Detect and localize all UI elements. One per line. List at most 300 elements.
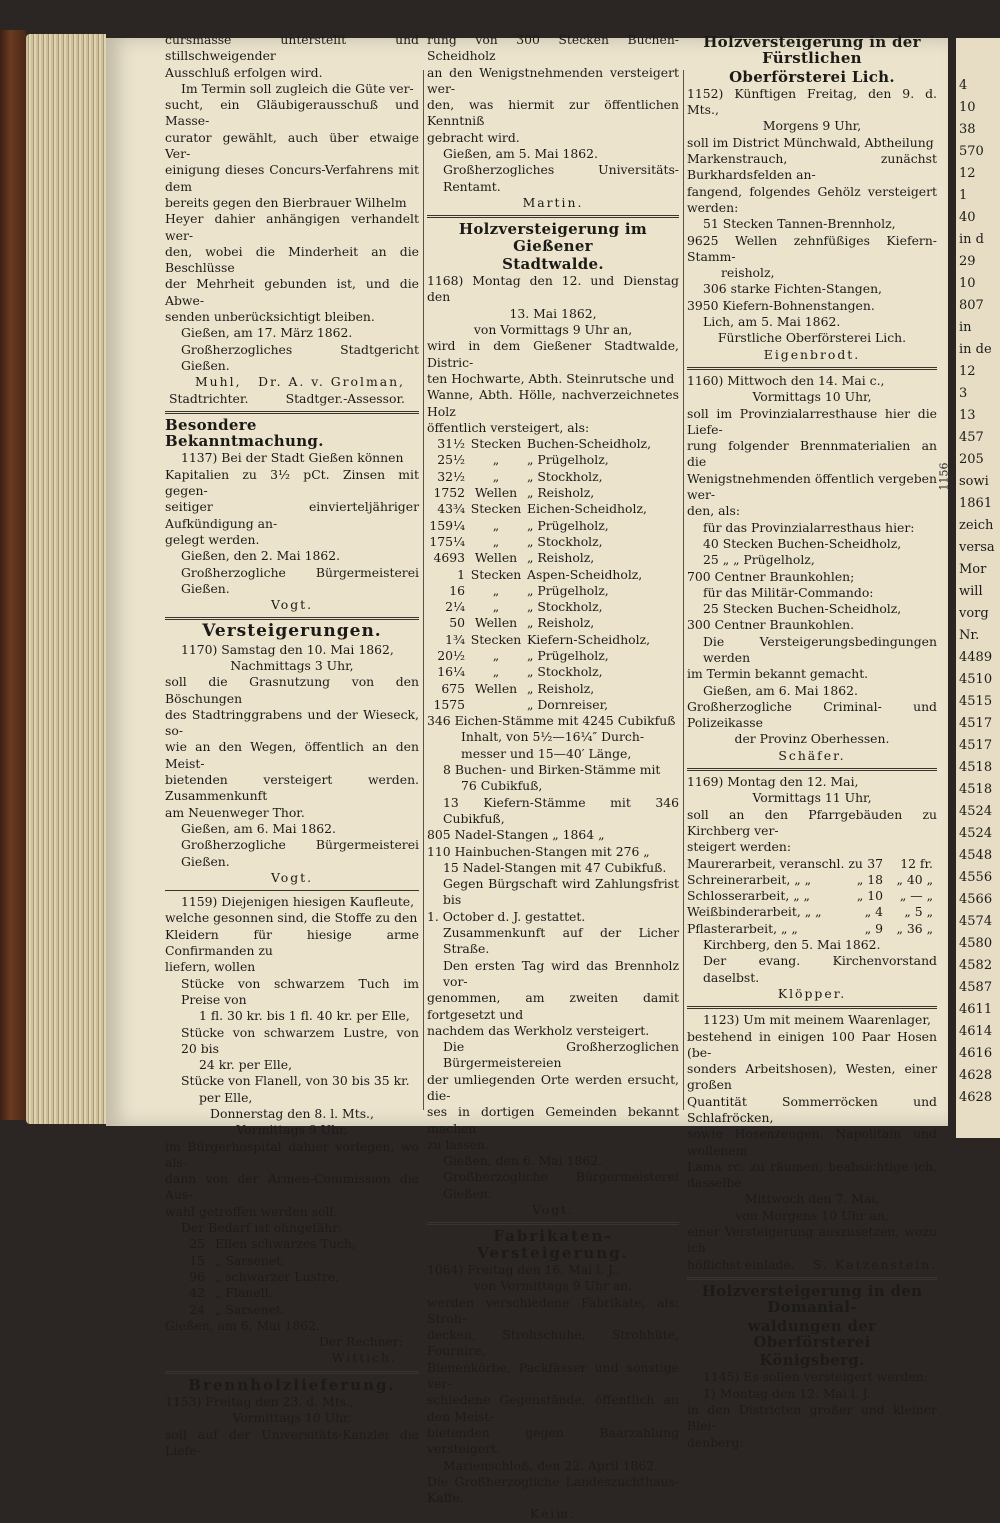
unit: Wellen: [474, 550, 518, 566]
fragment-text: in: [959, 320, 972, 335]
item-text: „ schwarzer Lustre,: [215, 1268, 340, 1284]
notice-text: 1160) Mittwoch den 14. Mai c.,: [687, 372, 885, 388]
quantity: 43¾: [437, 501, 465, 517]
notice-text: per Elle,: [199, 1089, 253, 1105]
unit: Wellen: [474, 680, 518, 696]
wood-type: „ Reisholz,: [527, 485, 595, 501]
wood-type: „ Prügelholz,: [527, 452, 609, 468]
notice-text: Stücke von Flanell, von 30 bis 35 kr.: [181, 1073, 410, 1089]
fragment-text: 10: [959, 276, 976, 291]
signature-name: Eigenbrodt.: [763, 346, 861, 362]
text-line: Ausschluß erfolgen wird.: [165, 64, 323, 80]
requirement-row: [165, 1253, 419, 1269]
quantity: 96: [189, 1268, 205, 1284]
notice-text: 25 „ „ Prügelholz,: [703, 552, 815, 568]
dateline: Gießen, am 6. Mai 1862.: [181, 820, 336, 836]
notice-text: 1064) Freitag den 16. Mai l. J.,: [427, 1261, 620, 1277]
signature-authority: Großherzogliche Bürgermeisterei Gießen.: [181, 564, 419, 596]
quantity: 159¼: [429, 517, 465, 533]
section-rule: [427, 1222, 679, 1225]
fragment-text: 4517: [959, 716, 993, 731]
notice-text: 76 Cubikfuß,: [461, 778, 543, 794]
wood-row: [427, 436, 679, 452]
notice-text: 805 Nadel-Stangen „ 1864 „: [427, 827, 605, 843]
notice-text: Nachmittags 3 Uhr,: [230, 657, 354, 673]
wood-type: „ Stockholz,: [527, 599, 603, 615]
signature-authority: der Provinz Oberhessen.: [734, 731, 890, 747]
fragment-text: 570: [959, 144, 984, 159]
notice-text: Inhalt, von 5½—16¼″ Durch-: [461, 729, 645, 745]
notice-text: ten Hochwarte, Abth. Steinrutsche und: [427, 370, 675, 386]
notice-text: 1153) Freitag den 23. d. Mts.,: [165, 1394, 354, 1410]
wood-type: „ Stockholz,: [527, 468, 603, 484]
amount-fl: „ 18: [856, 871, 883, 887]
page-number: 1156: [937, 462, 951, 491]
quantity: 2¼: [445, 599, 465, 615]
notice-text: fangend, folgendes Gehölz versteigert werden:: [687, 183, 937, 215]
notice-text: von Vormittags 9 Uhr an,: [473, 1278, 633, 1294]
wood-type: „ Prügelholz,: [527, 647, 609, 663]
notice-text: von Morgens 10 Uhr an,: [735, 1207, 889, 1223]
amount-kr: 12 fr.: [900, 855, 933, 871]
work-row: [687, 921, 937, 937]
wood-row: [427, 534, 679, 550]
wood-row: [427, 518, 679, 534]
unit: „: [492, 664, 500, 680]
section-rule: [165, 411, 419, 414]
notice-text: werden verschiedene Fabrikate, als: Stroh-: [427, 1294, 679, 1326]
notice-text: 1123) Um mit meinem Waarenlager,: [703, 1012, 931, 1028]
work-type: Pflasterarbeit, „ „: [687, 920, 798, 936]
wood-row: [427, 648, 679, 664]
notice-text: den, als:: [687, 503, 741, 519]
quantity: 16: [449, 582, 465, 598]
wood-list: [427, 436, 679, 713]
fragment-text: 4628: [959, 1090, 993, 1105]
signature-authority: Fürstliche Oberförsterei Lich.: [717, 330, 907, 346]
notice-text: dann von der Armen-Commission die Aus-: [165, 1171, 419, 1203]
quantity: 50: [449, 615, 465, 631]
wood-row: [427, 452, 679, 468]
notice-text: ses in dortigen Gemeinden bekannt machen: [427, 1104, 679, 1136]
wood-type: Buchen-Scheidholz,: [527, 436, 652, 452]
notice-text: von Vormittags 9 Uhr an,: [473, 322, 633, 338]
dateline: Gießen, den 2. Mai 1862.: [181, 548, 341, 564]
notice-text: der umliegenden Orte werden ersucht, die-: [427, 1071, 679, 1103]
item-text: Ellen schwarzes Tuch,: [215, 1236, 356, 1252]
section-rule: [427, 215, 679, 218]
signature-authority: Der evang. Kirchenvorstand daselbst.: [703, 953, 937, 985]
quantity: 20½: [437, 647, 465, 663]
notice-text: sowie Hosenzeugen, Napolitain und wollenem: [687, 1126, 937, 1158]
notice-text: wie an den Wegen, öffentlich an den Meist-: [165, 739, 419, 771]
signature-name: Schäfer.: [778, 747, 846, 763]
wood-row: [427, 469, 679, 485]
section-heading: Holzversteigerung in der Fürstlichen: [703, 33, 921, 68]
notice-text: welche gesonnen sind, die Stoffe zu den: [165, 910, 418, 926]
notice-text: im Bürgerhospital dahier vorlegen, wo als-: [165, 1138, 419, 1170]
fragment-text: 4587: [959, 980, 993, 995]
wood-type: „ Stockholz,: [527, 533, 603, 549]
column-rule: [423, 70, 424, 1110]
notice-text: wird in dem Gießener Stadtwalde, Distric-: [427, 338, 679, 370]
book-spine: [0, 30, 26, 1120]
wood-row: [427, 632, 679, 648]
notice-text: schiedene Gegenstände, öffentlich an den Meist-: [427, 1392, 679, 1424]
notice-text: 13 Kiefern-Stämme mit 346 Cubikfuß,: [443, 794, 679, 826]
notice-text: Den ersten Tag wird das Brennholz vor-: [443, 957, 679, 989]
notice-text: öffentlich versteigert, als:: [427, 419, 590, 435]
notice-text: genommen, am zweiten damit fortgesetzt und: [427, 990, 679, 1022]
notice-text: 24 kr. per Elle,: [199, 1057, 293, 1073]
wood-row: [427, 583, 679, 599]
unit: „: [492, 452, 500, 468]
quantity: 25: [189, 1236, 205, 1252]
fragment-text: sowi: [959, 474, 989, 489]
notice-text: reisholz,: [721, 265, 775, 281]
wood-row: [427, 501, 679, 517]
signature-name: Martin.: [522, 194, 584, 210]
notice-text: 1145) Es sollen versteigert werden:: [703, 1369, 928, 1385]
notice-text: Gegen Bürgschaft wird Zahlungsfrist bis: [443, 876, 679, 908]
notice-text: Vormittags 11 Uhr,: [752, 790, 872, 806]
fragment-text: 4518: [959, 782, 993, 797]
signature-authority: Großherzogliche Bürgermeisterei Gießen.: [443, 1169, 679, 1201]
quantity: 42: [189, 1285, 205, 1301]
notice-text: 40 Stecken Buchen-Scheidholz,: [703, 535, 902, 551]
quantity: 32½: [437, 468, 465, 484]
signature-authority: Großherzogliches Universitäts-Rentamt.: [443, 162, 679, 194]
notice-text: wahl getroffen werden soll.: [165, 1203, 338, 1219]
fragment-text: Nr.: [959, 628, 980, 643]
quantity: 24: [189, 1301, 205, 1317]
amount-kr: „ 40 „: [896, 871, 933, 887]
notice-text: des Stadtringgrabens und der Wieseck, so-: [165, 706, 419, 739]
notice-text: einer Versteigerung auszusetzen, wozu ich: [687, 1224, 937, 1256]
fragment-text: 4574: [959, 914, 993, 929]
amount-fl: „ 9: [864, 920, 883, 936]
fragment-text: 4524: [959, 804, 993, 819]
amount-kr: „ — „: [899, 888, 933, 904]
notice-text: 9625 Wellen zehnfüßiges Kiefern-Stamm-: [687, 232, 937, 264]
notice-text: Kapitalien zu 3½ pCt. Zinsen mit gegen-: [165, 466, 419, 499]
notice-text: den, was hiermit zur öffentlichen Kenntniß: [427, 97, 679, 129]
fragment-text: 4515: [959, 694, 993, 709]
fragment-text: 4566: [959, 892, 993, 907]
section-heading: Holzversteigerung im Gießener: [458, 220, 648, 255]
text-line: Heyer dahier anhängigen verhandelt wer-: [165, 211, 419, 243]
notice-text: soll im Provinzialarresthause hier die Liefe-: [687, 405, 937, 437]
fragment-text: 4611: [959, 1002, 993, 1017]
quantity: 1752: [433, 485, 465, 501]
notice-text: Kleidern für hiesige arme Confirmanden zu: [165, 926, 419, 959]
wood-type: „ Stockholz,: [527, 664, 603, 680]
notice-text: soll die Grasnutzung von den Böschungen: [165, 674, 419, 706]
section-rule: [687, 768, 937, 771]
dateline: Gießen, am 6. Mai 1862.: [165, 1317, 320, 1333]
notice-text: Der Bedarf ist ohngefähr:: [181, 1220, 343, 1236]
notice-text: Zusammenkunft auf der Licher Straße.: [443, 925, 679, 957]
notice-text: 8 Buchen- und Birken-Stämme mit: [443, 762, 661, 778]
fragment-text: 12: [959, 166, 976, 181]
signature-name: Vogt.: [270, 869, 314, 885]
quantity: 4693: [433, 550, 465, 566]
signature-name: Vogt.: [270, 597, 314, 613]
notice-text: zu lassen.: [427, 1136, 489, 1152]
notice-text: im Termin bekannt gemacht.: [687, 666, 869, 682]
fragment-text: 13: [959, 408, 976, 423]
fragment-text: versa: [959, 540, 995, 555]
notice-text: rung folgender Brennmaterialien an die: [687, 438, 937, 470]
dateline: Lich, am 5. Mai 1862.: [703, 314, 841, 330]
wood-row: [427, 697, 679, 713]
quantity: 31½: [437, 436, 465, 452]
wood-row: [427, 681, 679, 697]
notice-text: nachdem das Werkholz versteigert.: [427, 1022, 650, 1038]
section-rule: [687, 367, 937, 370]
column-2: [427, 32, 679, 1523]
wood-row: [427, 550, 679, 566]
fragment-text: 4580: [959, 936, 993, 951]
notice-text: soll an den Pfarrgebäuden zu Kirchberg ver-: [687, 806, 937, 838]
fragment-text: 4524: [959, 826, 993, 841]
next-page-fragment: [956, 38, 1000, 1138]
fragment-text: 4510: [959, 672, 993, 687]
column-rule: [683, 70, 684, 1110]
fragment-text: 205: [959, 452, 984, 467]
unit: Wellen: [474, 485, 518, 501]
dateline: Gießen, am 5. Mai 1862.: [443, 146, 598, 162]
dateline: Kirchberg, den 5. Mai 1862.: [703, 937, 881, 953]
fragment-text: 4616: [959, 1046, 993, 1061]
notice-text: für das Militär-Commando:: [703, 584, 874, 600]
work-row: [687, 872, 937, 888]
notice-text: 3950 Kiefern-Bohnenstangen.: [687, 297, 875, 313]
unit: „: [492, 599, 500, 615]
quantity: 15: [189, 1252, 205, 1268]
signature-name: Keim.: [530, 1506, 576, 1522]
unit: „: [492, 468, 500, 484]
fragment-text: 4518: [959, 760, 993, 775]
work-row: [687, 904, 937, 920]
notice-text: Bienenkörbe, Packfässer und sonstige ver-: [427, 1359, 679, 1392]
fragment-text: 29: [959, 254, 976, 269]
wood-type: „ Prügelholz,: [527, 517, 609, 533]
section-heading: Fabrikaten-Versteigerung.: [477, 1227, 629, 1262]
fragment-text: 40: [959, 210, 976, 225]
amount-kr: „ 36 „: [896, 920, 933, 936]
wood-row: [427, 599, 679, 615]
requirement-row: [165, 1285, 419, 1301]
notice-text: 13. Mai 1862,: [509, 305, 597, 321]
notice-text: Vormittags 9 Uhr,: [236, 1122, 348, 1138]
notice-text: 1137) Bei der Stadt Gießen können: [181, 450, 404, 466]
quantity: 16¼: [437, 664, 465, 680]
wood-row: [427, 664, 679, 680]
wood-type: Eichen-Scheidholz,: [527, 501, 647, 517]
notice-text: gelegt werden.: [165, 531, 260, 547]
notice-text: decken, Strohschuhe, Strohhüte, Fournire,: [427, 1327, 679, 1359]
wood-type: „ Reisholz,: [527, 615, 595, 631]
notice-text: Die Versteigerungsbedingungen werden: [703, 633, 937, 665]
unit: „: [492, 517, 500, 533]
section-rule: [165, 617, 419, 620]
notice-text: 1152) Künftigen Freitag, den 9. d. Mts.,: [687, 85, 937, 118]
text-line: Im Termin soll zugleich die Güte ver-: [181, 80, 414, 96]
text-line: der Mehrheit gebunden ist, und die Abwe-: [165, 276, 419, 308]
section-heading: Holzversteigerung in den Domanial-: [701, 1281, 923, 1317]
notice-text: 300 Centner Braunkohlen.: [687, 617, 855, 633]
signature-name: Vogt.: [531, 1202, 575, 1218]
notice-text: soll auf der Universitäts-Kanzlei die Liefe-: [165, 1426, 419, 1458]
signature-title: Stadtrichter.: [169, 390, 249, 406]
notice-text: Die Großherzoglichen Bürgermeistereien: [443, 1039, 679, 1071]
notice-text: Wanne, Abth. Hölle, nachverzeichnetes Holz: [427, 387, 679, 419]
item-text: „ Sarsenet.: [215, 1301, 286, 1317]
notice-text: seitiger einvierteljähriger Aufkündigung an-: [165, 499, 419, 531]
text-line: sucht, ein Gläubigerausschuß und Masse-: [165, 97, 419, 129]
unit: „: [492, 533, 500, 549]
notice-text: Stücke von schwarzem Tuch im Preise von: [181, 975, 419, 1007]
text-line: curator gewählt, auch über etwaige Ver-: [165, 129, 419, 162]
notice-text: rung von 300 Stecken Buchen-Scheidholz: [427, 32, 679, 64]
notice-text: sonders Arbeitshosen), Westen, einer großen: [687, 1061, 937, 1093]
notice-text: in den Districten großer und kleiner Blei-: [687, 1402, 937, 1434]
quantity: 1¾: [445, 631, 465, 647]
notice-text: Wenigstnehmenden öffentlich vergeben wer-: [687, 470, 937, 503]
unit: „: [492, 582, 500, 598]
quantity: 1: [457, 566, 465, 582]
fragment-text: 3: [959, 386, 968, 401]
amount-fl: „ 10: [856, 888, 883, 904]
notice-text: messer und 15—40′ Länge,: [461, 745, 632, 761]
notice-text: Lama rc. zu räumen, beabsichtige ich, dasselbe: [687, 1158, 937, 1191]
unit: Stecken: [470, 436, 522, 452]
notice-text: denberg:: [687, 1434, 744, 1450]
notice-text: am Neuenweger Thor.: [165, 804, 305, 820]
fragment-text: Mor: [959, 562, 987, 577]
section-heading: Königsberg.: [759, 1351, 865, 1370]
quantity: 675: [441, 680, 465, 696]
wood-row: [427, 485, 679, 501]
wood-type: „ Dornreiser,: [527, 696, 609, 712]
notice-text: Morgens 9 Uhr,: [762, 118, 862, 134]
notice-rule: [165, 890, 419, 891]
fragment-text: 4489: [959, 650, 993, 665]
fragment-text: 4614: [959, 1024, 993, 1039]
section-heading: waldungen der Oberförsterei: [747, 1316, 877, 1351]
dateline: Gießen, am 6. Mai 1862.: [703, 682, 858, 698]
dateline: Gießen, den 6. Mai 1862.: [443, 1153, 603, 1169]
work-row: [687, 856, 937, 872]
work-row: [687, 888, 937, 904]
fragment-text: 4517: [959, 738, 993, 753]
fragment-text: 1861: [959, 496, 993, 511]
notice-text: soll im District Münchwald, Abtheilung: [687, 134, 934, 150]
column-1: [165, 32, 419, 1459]
section-rule: [165, 1371, 419, 1374]
section-rule: [687, 1006, 937, 1009]
notice-text: 1168) Montag den 12. und Dienstag den: [427, 273, 679, 305]
notice-text: Stücke von schwarzem Lustre, von 20 bis: [181, 1024, 419, 1056]
unit: „: [492, 647, 500, 663]
fragment-text: in d: [959, 232, 984, 247]
section-heading: Brennholzlieferung.: [188, 1375, 396, 1394]
fragment-text: vorg: [959, 606, 989, 621]
section-heading: Stadtwalde.: [502, 254, 604, 273]
signature-name: Muhl,: [195, 374, 242, 390]
work-type: Schlosserarbeit, „ „: [687, 888, 810, 904]
notice-text: bietenden gegen Baarzahlung versteigert.: [427, 1424, 679, 1457]
wood-row: [427, 567, 679, 583]
quantity: 175¼: [429, 533, 465, 549]
notice-text: 110 Hainbuchen-Stangen mit 276 „: [427, 843, 650, 859]
fragment-text: zeich: [959, 518, 994, 533]
notice-text: bietenden versteigert werden. Zusammenkunft: [165, 772, 419, 804]
notice-text: 1169) Montag den 12. Mai,: [687, 774, 859, 790]
work-type: Weißbinderarbeit, „ „: [687, 904, 822, 920]
text-line: cursmasse unterstellt und stillschweigender: [165, 32, 419, 64]
notice-text: 1170) Samstag den 10. Mai 1862,: [181, 641, 394, 657]
fragment-text: in de: [959, 342, 992, 357]
work-type: Schreinerarbeit, „ „: [687, 871, 812, 887]
notice-text: 1 fl. 30 kr. bis 1 fl. 40 kr. per Elle,: [199, 1008, 410, 1024]
fragment-text: will: [959, 584, 983, 599]
section-heading: Versteigerungen.: [202, 621, 382, 642]
fragment-text: 1: [959, 188, 968, 203]
work-type: Maurerarbeit, veranschl. zu: [687, 855, 863, 871]
section-rule: [687, 1277, 937, 1280]
fragment-text: 4582: [959, 958, 993, 973]
notice-text: 1159) Diejenigen hiesigen Kaufleute,: [181, 894, 415, 910]
notice-text: Donnerstag den 8. l. Mts.,: [210, 1106, 374, 1121]
dateline: Gießen, am 17. März 1862.: [181, 325, 353, 341]
notice-text: gebracht wird.: [427, 129, 520, 145]
wood-type: Kiefern-Scheidholz,: [527, 631, 651, 647]
text-line: bereits gegen den Bierbrauer Wilhelm: [165, 194, 407, 210]
notice-text: 1. October d. J. gestattet.: [427, 908, 586, 924]
amount-kr: „ 5 „: [904, 904, 933, 920]
column-3: [687, 32, 937, 1451]
fragment-text: 38: [959, 122, 976, 137]
notice-text: an den Wenigstnehmenden versteigert wer-: [427, 64, 679, 96]
fragment-text: 10: [959, 100, 976, 115]
notice-text: höflichst einlade.: [687, 1256, 795, 1272]
notice-text: Vormittags 10 Uhr,: [752, 389, 872, 405]
section-heading: Oberförsterei Lich.: [729, 67, 895, 86]
amount-fl: 37: [867, 855, 883, 871]
notice-text: 15 Nadel-Stangen mit 47 Cubikfuß.: [443, 859, 667, 875]
wood-type: „ Reisholz,: [527, 550, 595, 566]
requirements-list: [165, 1236, 419, 1317]
notice-text: Markenstrauch, zunächst Burkhardsfelden an-: [687, 151, 937, 183]
wood-row: [427, 615, 679, 631]
signature-name: Dr. A. v. Grolman,: [258, 374, 405, 390]
text-line: senden unberücksichtigt bleiben.: [165, 309, 375, 325]
fragment-text: 4556: [959, 870, 993, 885]
item-text: „ Flanell,: [215, 1285, 273, 1301]
fragment-text: 12: [959, 364, 976, 379]
notice-text: 306 starke Fichten-Stangen,: [703, 281, 882, 297]
notice-text: Quantität Sommerröcken und Schlafröcken,: [687, 1093, 937, 1125]
text-line: den, wobei die Minderheit an die Beschlüsse: [165, 243, 419, 276]
work-list: [687, 856, 937, 937]
wood-type: Aspen-Scheidholz,: [527, 566, 643, 582]
item-text: „ Sarsenet,: [215, 1252, 286, 1268]
signature-name: S. Katzenstein.: [813, 1256, 937, 1272]
unit: Wellen: [474, 615, 518, 631]
signature-authority: Großherzogliche Bürgermeisterei Gießen.: [181, 837, 419, 869]
